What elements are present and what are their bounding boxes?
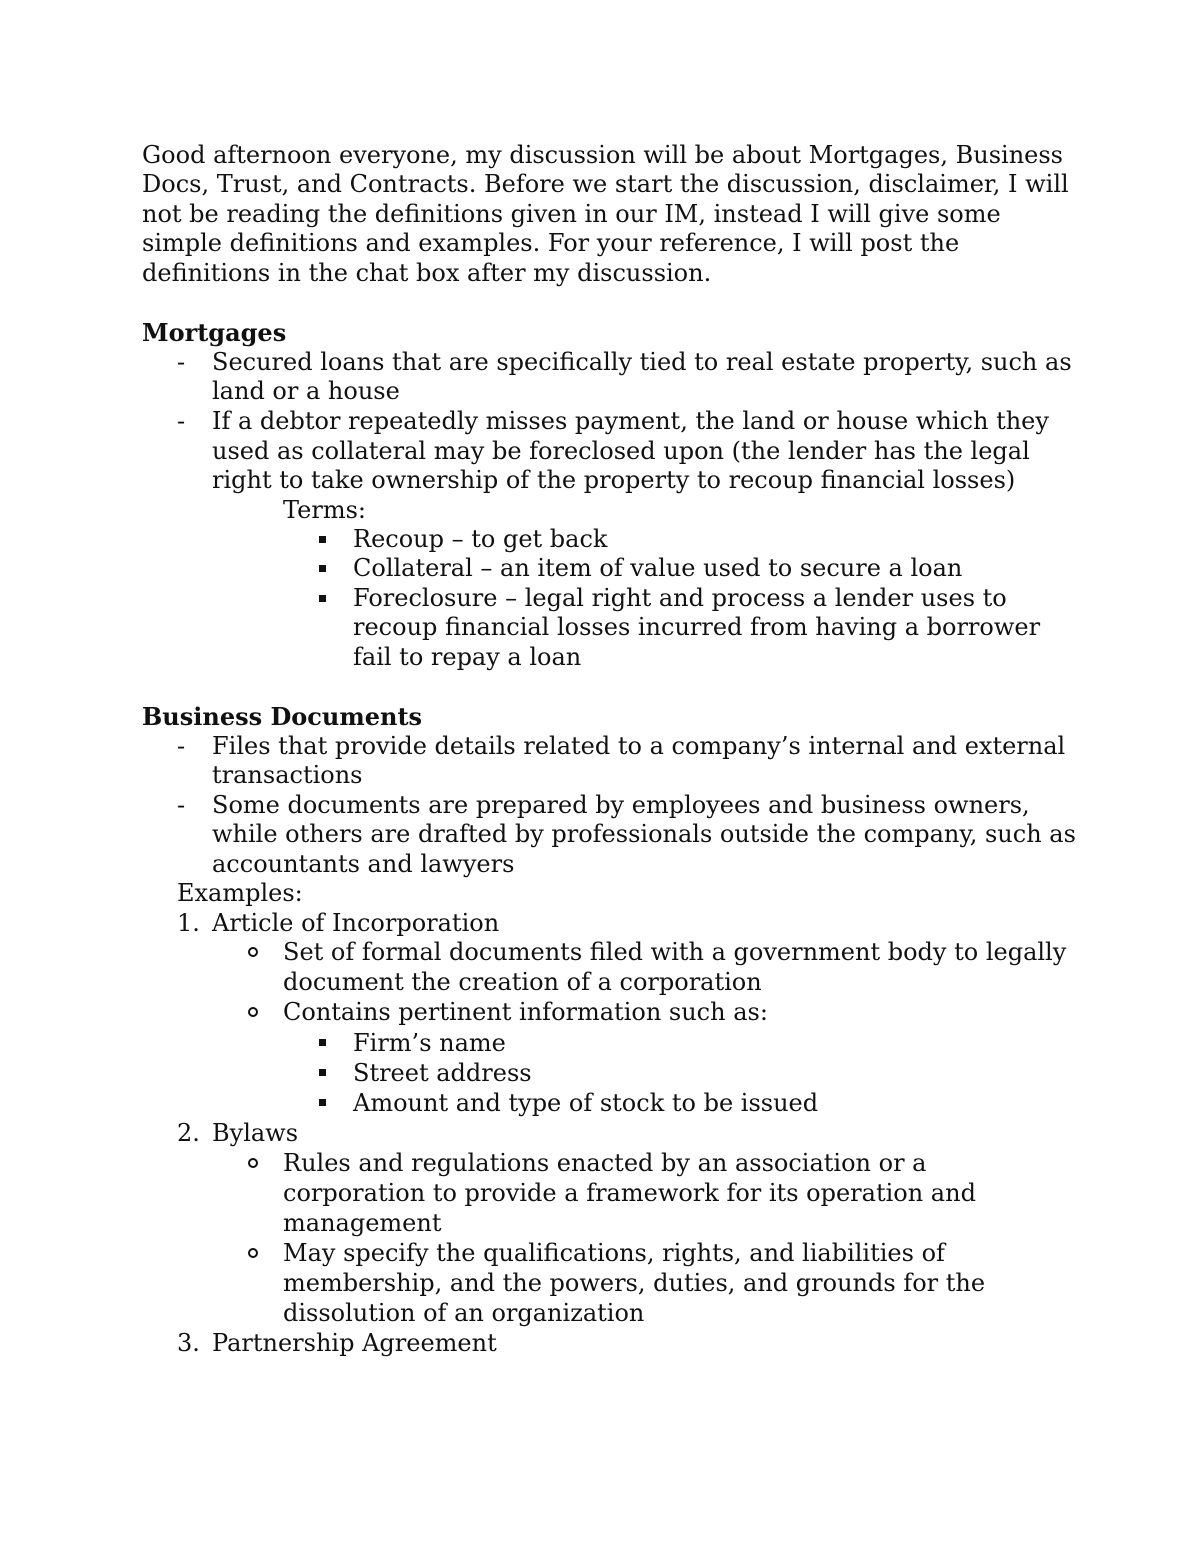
subitem-line: Rules and regulations enacted by an association or a [283, 1149, 927, 1177]
subitem-line: corporation to provide a framework for its operation and [283, 1179, 976, 1207]
circle-bullet-icon [248, 1007, 258, 1017]
dash-bullet: - [177, 407, 186, 435]
dash-bullet: - [177, 791, 186, 819]
dash-bullet: - [177, 732, 186, 760]
business-item-line: transactions [212, 761, 363, 789]
square-bullet-icon [319, 1099, 326, 1106]
mortgage-item-line: land or a house [212, 377, 400, 405]
term-line: Collateral – an item of value used to secure a loan [353, 554, 963, 582]
intro-line: simple definitions and examples. For your reference, I will post the [142, 229, 960, 257]
term-line: Recoup – to get back [353, 525, 608, 553]
subitem-line: membership, and the powers, duties, and grounds for the [283, 1269, 986, 1297]
intro-line: Good afternoon everyone, my discussion will be about Mortgages, Business [142, 141, 1063, 169]
list-number: 1. [177, 909, 200, 937]
example-title: Bylaws [212, 1119, 299, 1147]
example-title: Article of Incorporation [212, 909, 500, 937]
detail-line: Amount and type of stock to be issued [353, 1089, 819, 1117]
intro-line: not be reading the definitions given in our IM, instead I will give some [142, 200, 1001, 228]
business-item-line: while others are drafted by professionals outside the company, such as [212, 820, 1076, 848]
subitem-line: May specify the qualifications, rights, and liabilities of [283, 1239, 945, 1267]
examples-label: Examples: [177, 879, 303, 907]
intro-line: definitions in the chat box after my discussion. [142, 259, 712, 287]
square-bullet-icon [319, 1069, 326, 1076]
detail-line: Firm’s name [353, 1029, 506, 1057]
mortgage-item-line: right to take ownership of the property to recoup financial losses) [212, 466, 1016, 494]
business-item-line: Files that provide details related to a company’s internal and external [212, 732, 1066, 760]
business-documents-heading: Business Documents [142, 702, 423, 731]
business-item-line: Some documents are prepared by employees and business owners, [212, 791, 1030, 819]
subitem-line: Contains pertinent information such as: [283, 998, 768, 1026]
business-item-line: accountants and lawyers [212, 850, 515, 878]
subitem-line: dissolution of an organization [283, 1299, 645, 1327]
term-line: fail to repay a loan [353, 643, 582, 671]
example-title: Partnership Agreement [212, 1329, 497, 1357]
mortgage-item-line: Secured loans that are specifically tied to real estate property, such as [212, 348, 1072, 376]
intro-line: Docs, Trust, and Contracts. Before we start the discussion, disclaimer, I will [142, 170, 1069, 198]
square-bullet-icon [319, 565, 326, 572]
list-number: 2. [177, 1119, 200, 1147]
term-line: Foreclosure – legal right and process a lender uses to [353, 584, 1007, 612]
subitem-line: Set of formal documents filed with a government body to legally [283, 938, 1067, 966]
term-line: recoup financial losses incurred from having a borrower [353, 613, 1041, 641]
square-bullet-icon [319, 1039, 326, 1046]
circle-bullet-icon [248, 1158, 258, 1168]
detail-line: Street address [353, 1059, 532, 1087]
subitem-line: document the creation of a corporation [283, 968, 762, 996]
circle-bullet-icon [248, 1248, 258, 1258]
circle-bullet-icon [248, 947, 258, 957]
subitem-line: management [283, 1209, 442, 1237]
list-number: 3. [177, 1329, 200, 1357]
square-bullet-icon [319, 595, 326, 602]
mortgages-heading: Mortgages [142, 318, 287, 347]
terms-label: Terms: [283, 496, 366, 524]
dash-bullet: - [177, 348, 186, 376]
square-bullet-icon [319, 536, 326, 543]
mortgage-item-line: If a debtor repeatedly misses payment, the land or house which they [212, 407, 1049, 435]
mortgage-item-line: used as collateral may be foreclosed upon (the lender has the legal [212, 437, 1030, 465]
